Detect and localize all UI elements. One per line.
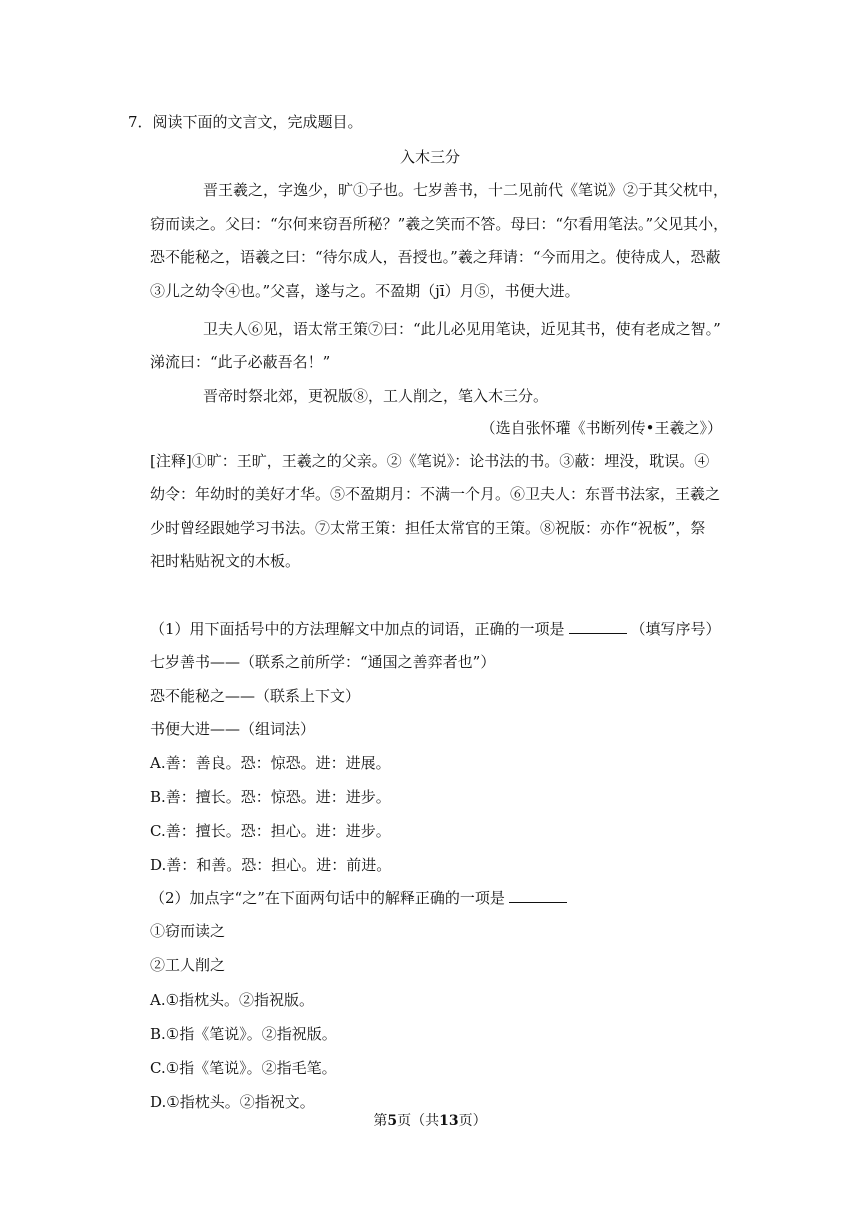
sub1-option-c: C.善：擅长。恐：担心。进：进步。 — [150, 822, 391, 840]
footer-prefix: 第 — [373, 1113, 388, 1129]
answer-blank[interactable] — [509, 888, 567, 903]
sub1-option-d: D.善：和善。恐：担心。进：前进。 — [150, 856, 392, 874]
sub2-option-a: A.①指枕头。②指祝版。 — [150, 991, 315, 1009]
notes-line: 祀时粘贴祝文的木板。 — [150, 552, 301, 570]
passage-title: 入木三分 — [399, 148, 460, 166]
sub1-item: 七岁善书——（联系之前所学：“通国之善弈者也”） — [150, 653, 496, 671]
passage-line: 卫夫人⑥见，语太常王策⑦曰：“此儿必见用笔诀，近见其书，使有老成之智。” — [203, 320, 721, 338]
passage-line: 晋王羲之，字逸少，旷①子也。七岁善书，十二见前代《笔说》②于其父枕中， — [203, 181, 729, 199]
sub1-stem — [150, 619, 721, 639]
passage-line: ③儿之幼令④也。”父喜，遂与之。不盈期（jī）月⑤，书便大进。 — [150, 282, 580, 300]
notes-line: [注释]①旷：王旷，王羲之的父亲。②《笔说》：论书法的书。③蔽：埋没，耽误。④ — [150, 452, 710, 470]
footer-middle: 页（共 — [397, 1113, 440, 1129]
passage-source: （选自张怀瓘《书断列传•王羲之》） — [480, 419, 722, 437]
sub1-option-b: B.善：擅长。恐：惊恐。进：进步。 — [150, 788, 391, 806]
sub1-item: 书便大进——（组词法） — [150, 720, 316, 738]
sub2-option-c: C.①指《笔说》。②指毛笔。 — [150, 1059, 337, 1077]
passage-line: 涕流曰：“此子必蔽吾名！” — [150, 353, 331, 371]
sub2-option-b: B.①指《笔说》。②指祝版。 — [150, 1025, 337, 1043]
sub2-option-d: D.①指枕头。②指祝文。 — [150, 1093, 315, 1111]
notes-line: 幼令：年幼时的美好才华。⑤不盈期月：不满一个月。⑥卫夫人：东晋书法家，王羲之 — [150, 485, 721, 503]
sub2-item: ①窃而读之 — [150, 922, 226, 940]
passage-line: 恐不能秘之，语羲之曰：“待尔成人，吾授也。”羲之拜请：“今而用之。使待成人，恐蔽 — [150, 248, 721, 266]
sub1-item: 恐不能秘之——（联系上下文） — [150, 687, 361, 705]
footer-total-pages: 13 — [439, 1113, 459, 1129]
notes-line: 少时曾经跟她学习书法。⑦太常王策：担任太常官的王策。⑧祝版：亦作“祝板”，祭 — [150, 519, 706, 537]
footer-page-number: 5 — [387, 1113, 398, 1129]
question-heading: 7．阅读下面的文言文，完成题目。 — [128, 113, 363, 131]
sub2-item: ②工人削之 — [150, 956, 226, 974]
page-footer — [0, 1110, 860, 1130]
footer-suffix: 页） — [458, 1113, 487, 1129]
passage-line: 窃而读之。父曰：“尔何来窃吾所秘？”羲之笑而不答。母曰：“尔看用笔法。”父见其小， — [150, 215, 729, 233]
answer-blank[interactable] — [569, 619, 627, 634]
sub1-stem-suffix: （填写序号） — [630, 620, 721, 638]
sub2-stem — [150, 888, 571, 908]
sub1-option-a: A.善：善良。恐：惊恐。进：进展。 — [150, 754, 391, 772]
sub2-stem-text: （2）加点字“之”在下面两句话中的解释正确的一项是 — [150, 889, 505, 907]
sub1-stem-text: （1）用下面括号中的方法理解文中加点的词语，正确的一项是 — [150, 620, 565, 638]
passage-line: 晋帝时祭北郊，更祝版⑧，工人削之，笔入木三分。 — [203, 387, 549, 405]
